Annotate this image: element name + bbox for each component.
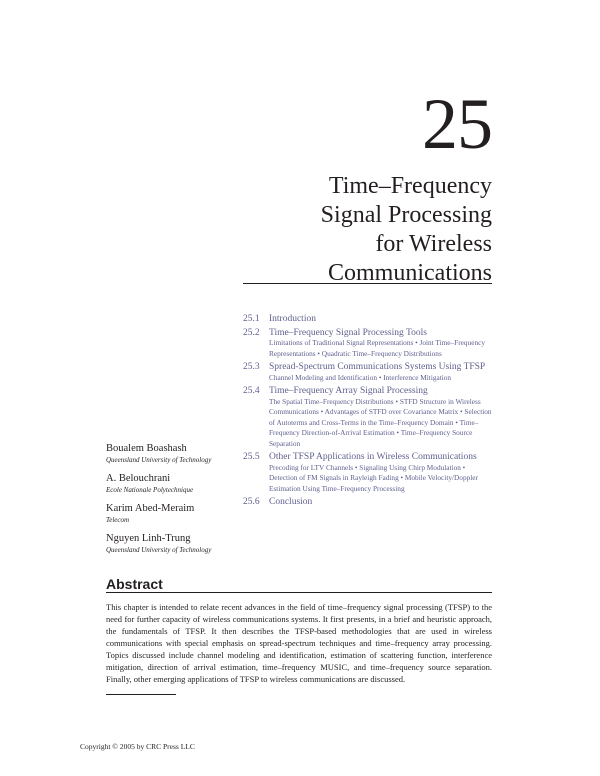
author xyxy=(106,443,246,465)
toc-subsections[interactable]: Limitations of Traditional Signal Representations • Joint Time–Frequency Representations • Quadratic Time–Frequency Distributions xyxy=(269,338,485,358)
abstract-heading: Abstract xyxy=(106,576,163,592)
author-affiliation: Ecole Nationale Polytechnique xyxy=(106,486,194,494)
toc-subsections[interactable]: The Spatial Time–Frequency Distributions • STFD Structure in Wireless Communications • Advantages of STFD over Covariance Matrix • Selection of Autoterms and Cross-Terms in the Time–Frequency Domain • Time–Frequency Direction-of-Arrival Estimation • Time–Frequency Source Separation xyxy=(269,396,492,448)
abstract-divider xyxy=(106,592,492,593)
author-affiliation: Queensland University of Technology xyxy=(106,546,212,554)
chapter-title-line: Communications xyxy=(328,260,492,286)
toc-section-number: 25.3 xyxy=(243,362,260,372)
chapter-title-line: Signal Processing xyxy=(320,202,492,228)
toc-section-title[interactable]: Time–Frequency Array Signal Processing xyxy=(269,386,428,396)
toc-entry[interactable] xyxy=(243,452,495,494)
toc-entry[interactable] xyxy=(243,497,495,508)
copyright-notice: Copyright © 2005 by CRC Press LLC xyxy=(80,742,195,751)
author-list xyxy=(106,443,246,563)
toc-section-number: 25.6 xyxy=(243,497,260,507)
footnote-divider xyxy=(106,694,176,695)
toc-entry[interactable] xyxy=(243,362,495,383)
title-divider xyxy=(243,283,492,284)
toc-section-number: 25.4 xyxy=(243,386,260,396)
author-name: Nguyen Linh-Trung xyxy=(106,533,191,544)
toc-section-title[interactable]: Time–Frequency Signal Processing Tools xyxy=(269,327,427,338)
toc-entry[interactable] xyxy=(243,314,495,325)
toc-subsections[interactable]: Precoding for LTV Channels • Signaling Using Chirp Modulation • Detection of FM Signals in Rayleigh Fading • Mobile Velocity/Doppler Estimation Using Time–Frequency Processing xyxy=(269,462,478,493)
toc-section-title[interactable]: Spread-Spectrum Communications Systems Using TFSP xyxy=(269,362,486,372)
toc-subsections[interactable]: Channel Modeling and Identification • Interference Mitigation xyxy=(269,372,452,382)
author-name: Karim Abed-Meraim xyxy=(106,503,195,514)
author-affiliation: Queensland University of Technology xyxy=(106,456,212,464)
toc-entry[interactable] xyxy=(243,328,495,360)
chapter-title-line: Time–Frequency xyxy=(328,173,492,199)
chapter-title-line: for Wireless xyxy=(375,231,492,257)
table-of-contents xyxy=(243,314,495,511)
toc-section-title[interactable]: Introduction xyxy=(269,314,316,324)
toc-section-title[interactable]: Other TFSP Applications in Wireless Communications xyxy=(269,452,477,462)
chapter-title xyxy=(172,172,492,288)
author-name: Boualem Boashash xyxy=(106,443,187,454)
toc-section-number: 25.1 xyxy=(243,314,260,324)
author xyxy=(106,473,246,495)
toc-section-number: 25.5 xyxy=(243,452,260,462)
chapter-number: 25 xyxy=(422,84,492,164)
toc-entry[interactable] xyxy=(243,386,495,449)
author-name: A. Belouchrani xyxy=(106,473,171,484)
toc-section-title[interactable]: Conclusion xyxy=(269,497,313,507)
abstract-text: This chapter is intended to relate recent advances in the field of time–frequency signal processing (TFSP) to the need for further capacity of wireless communications systems. It first presents, in a brief and heuristic approach, the fundamentals of TFSP. It then describes the TFSP-based methodologies that are used in wireless communications with special emphasis on spread-spectrum techniques and time–frequency array processing. Topics discussed include channel modeling and identification, estimation of scattering function, interference mitigation, direction of arrival estimation, time–frequency MUSIC, and time–frequency source separation. Finally, other emerging applications of TFSP to wireless communications are discussed. xyxy=(106,602,492,684)
author xyxy=(106,533,246,555)
author-affiliation: Telecom xyxy=(106,516,130,524)
toc-section-number: 25.2 xyxy=(243,327,260,338)
author xyxy=(106,503,246,525)
